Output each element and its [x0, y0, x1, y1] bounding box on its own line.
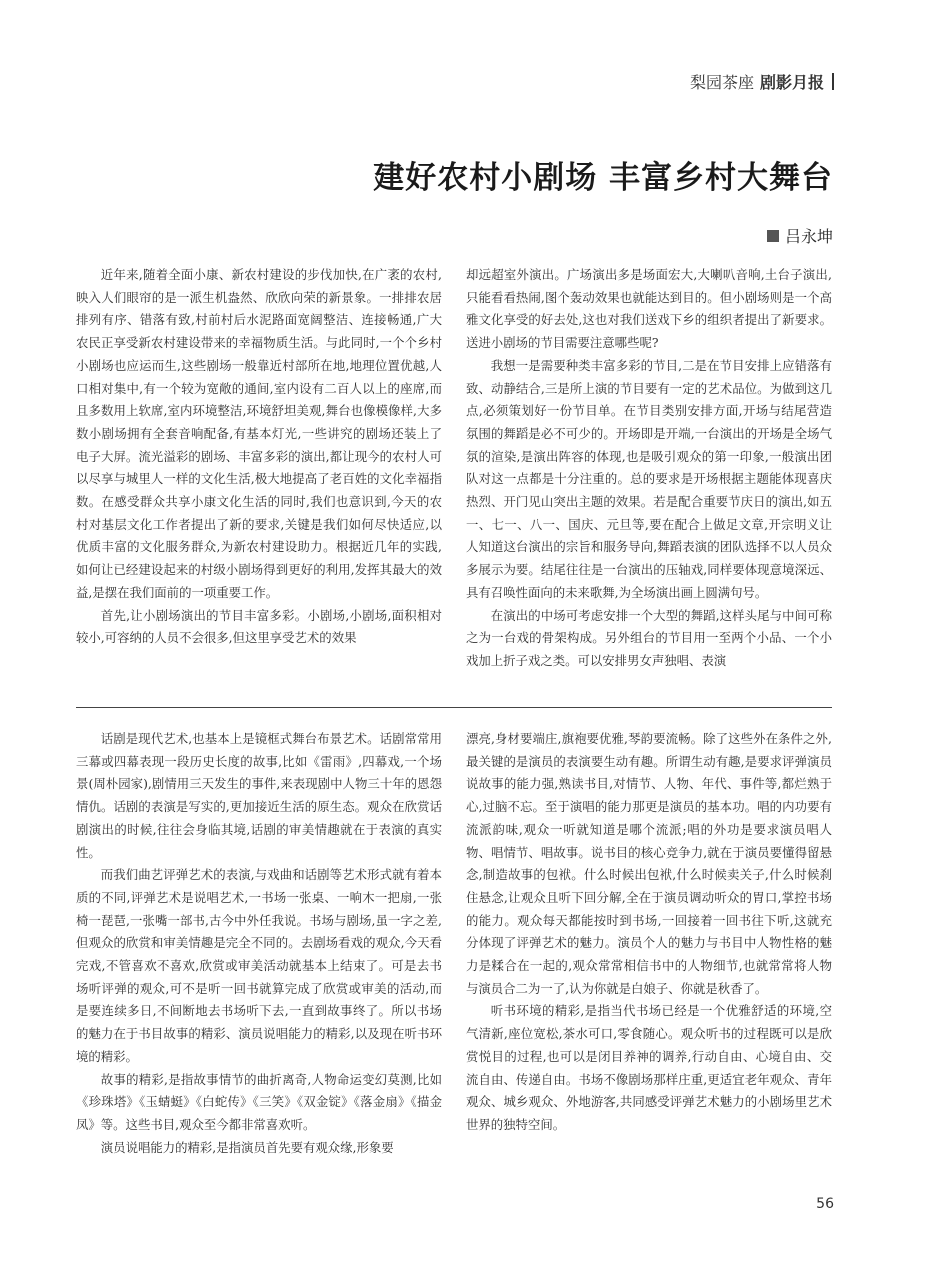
author-name: 吕永坤: [784, 227, 833, 246]
article-title: 建好农村小剧场 丰富乡村大舞台: [373, 160, 833, 196]
paragraph: 我想一是需要种类丰富多彩的节目,二是在节目安排上应错落有致、动静结合,三是所上演的节目要有一定的艺术品位。为做到这几点,必须策划好一份节目单。在节目类别安排方面,开场与结尾营造氛围的舞蹈是必不可少的。开场即是开端,一台演出的开场是全场气氛的渲染,是演出阵容的体现,也是吸引观众的第一印象,一般演出团队对这一点都是十分注重的。总的要求是开场根据主题能体现喜庆热烈、开门见山突出主题的效果。若是配合重要节庆日的演出,如五一、七一、八一、国庆、元旦等,要在配合上做足文章,开宗明义让人知道这台演出的宗旨和服务导向,舞蹈表演的团队选择不以人员众多展示为要。结尾往往是一台演出的压轴戏,同样要体现意境深远、具有召唤性面向的未来歌舞,为全场演出画上圆满句号。: [466, 357, 832, 600]
paragraph-continued: 却远超室外演出。广场演出多是场面宏大,大喇叭音响,土台子演出,只能看看热闹,图个轰动效果也就能达到目的。但小剧场则是一个高雅文化享受的好去处,这也对我们送戏下乡的组织者提出了新要求。送进小剧场的节目需要注意哪些呢?: [466, 267, 832, 351]
upper-left-column: [76, 264, 442, 684]
upper-right-column: [466, 264, 832, 684]
paragraph: 首先,让小剧场演出的节目丰富多彩。小剧场,小剧场,面积相对较小,可容纳的人员不会很多,但这里享受艺术的效果: [76, 607, 442, 646]
author-byline: [767, 224, 833, 247]
paragraph: 演员说唱能力的精彩,是指演员首先要有观众缘,形象要: [100, 1139, 394, 1155]
section-divider: [76, 707, 832, 708]
header-column-name: 梨园茶座: [689, 73, 754, 92]
lower-article-section: [76, 728, 832, 1178]
lower-right-column: [466, 728, 832, 1178]
paragraph: 话剧是现代艺术,也基本上是镜框式舞台布景艺术。话剧常常用三幕或四幕表现一段历史长度的故事,比如《雷雨》,四幕戏,一个场景(周朴园家),剧情用三天发生的事件,来表现剧中人物三十年的恩怨情仇。话剧的表演是写实的,更加接近生活的原生态。观众在欣赏话剧演出的时候,往往会身临其境,话剧的审美情趣就在于表演的真实性。: [76, 731, 442, 860]
paragraph: 在演出的中场可考虑安排一个大型的舞蹈,这样头尾与中间可称之为一台戏的骨架构成。另外组台的节目用一至两个小品、一个小戏加上折子戏之类。可以安排男女声独唱、表演: [466, 607, 832, 668]
paragraph: 近年来,随着全面小康、新农村建设的步伐加快,在广袤的农村,映入人们眼帘的是一派生机盎然、欣欣向荣的新景象。一排排农居排列有序、错落有致,村前村后水泥路面宽阔整洁、连接畅通,广大农民正享受新农村建设带来的幸福物质生活。与此同时,一个个乡村小剧场也应运而生,这些剧场一般靠近村部所在地,地理位置优越,人口相对集中,有一个较为宽敞的通间,室内设有二百人以上的座席,而且多数用上软席,室内环境整洁,环境舒坦美观,舞台也像模像样,大多数小剧场拥有全套音响配备,有基本灯光,一些讲究的剧场还装上了电子大屏。流光溢彩的剧场、丰富多彩的演出,都让现今的农村人可以尽享与城里人一样的文化生活,极大地提高了老百姓的文化幸福指数。在感受群众共享小康文化生活的同时,我们也意识到,今天的农村对基层文化工作者提出了新的要求,关键是我们如何尽快适应,以优质丰富的文化服务群众,为新农村建设助力。根据近几年的实践,如何让已经建设起来的村级小剧场得到更好的利用,发挥其最大的效益,是摆在我们面前的一项重要工作。: [76, 267, 442, 600]
upper-article-section: [76, 264, 832, 684]
lower-left-column: [76, 728, 442, 1178]
paragraph: 而我们曲艺评弹艺术的表演,与戏曲和话剧等艺术形式就有着本质的不同,评弹艺术是说唱艺术,一书场一张桌、一响木一把扇,一张椅一琵琶,一张嘴一部书,古今中外任我说。书场与剧场,虽一字之差,但观众的欣赏和审美情趣是完全不同的。去剧场看戏的观众,今天看完戏,不管喜欢不喜欢,欣赏或审美活动就基本上结束了。可是去书场听评弹的观众,可不是听一回书就算完成了欣赏或审美的活动,而是要连续多日,不间断地去书场听下去,一直到故事终了。所以书场的魅力在于书目故事的精彩、演员说唱能力的精彩,以及现在听书环境的精彩。: [76, 867, 442, 1064]
running-header: [690, 70, 834, 93]
paragraph-continued: 漂亮,身材要端庄,旗袍要优雅,琴韵要流畅。除了这些外在条件之外,最关键的是演员的表演要生动有趣。所谓生动有趣,是要求评弹演员说故事的能力强,熟读书目,对情节、人物、年代、事件等,都烂熟于心,过脑不忘。至于演唱的能力那更是演员的基本功。唱的内功要有流派韵味,观众一听就知道是哪个流派;唱的外功是要求演员唱人物、唱情节、唱故事。说书目的核心竞争力,就在于演员要懂得留悬念,制造故事的包袱。什么时候出包袱,什么时候卖关子,什么时候刹住悬念,让观众且听下回分解,全在于演员调动听众的胃口,掌控书场的能力。观众每天都能按时到书场,一回接着一回书往下听,这就充分体现了评弹艺术的魅力。演员个人的魅力与书目中人物性格的魅力是糅合在一起的,观众常常相信书中的人物细节,也就常常将人物与演员合二为一了,认为你就是白娘子、你就是秋香了。: [466, 731, 832, 996]
paragraph: 听书环境的精彩,是指当代书场已经是一个优雅舒适的环境,空气清新,座位宽松,茶水可口,零食随心。观众听书的过程既可以是欣赏悦目的过程,也可以是闭目养神的调养,行动自由、心境自由、交流自由、传递自由。书场不像剧场那样庄重,更适宜老年观众、青年观众、城乡观众、外地游客,共同感受评弹艺术魅力的小剧场里艺术世界的独特空间。: [466, 1003, 832, 1132]
header-bar-mark: [832, 73, 834, 90]
header-magazine-name: 剧影月报: [759, 73, 824, 92]
square-bullet-icon: [767, 230, 779, 242]
page-number: 56: [816, 1196, 834, 1212]
paragraph: 故事的精彩,是指故事情节的曲折离奇,人物命运变幻莫测,比如《珍珠塔》《玉蜻蜓》《白蛇传》《三笑》《双金锭》《落金扇》《描金凤》等。这些书目,观众至今都非常喜欢听。: [76, 1071, 442, 1132]
